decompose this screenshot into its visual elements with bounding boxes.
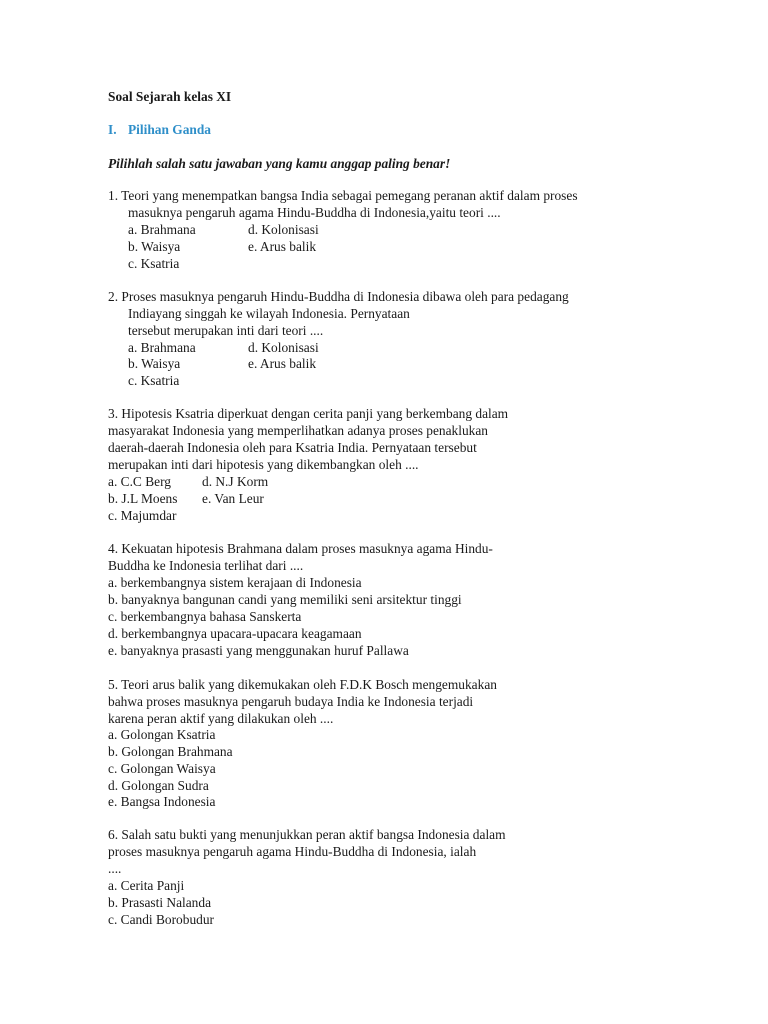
question-text: 1. Teori yang menempatkan bangsa India sebagai pemegang peranan aktif dalam proses <box>108 188 578 203</box>
option-e: e. Arus balik <box>248 239 317 254</box>
question-text: proses masuknya pengaruh agama Hindu-Buddha di Indonesia, ialah <box>108 844 477 859</box>
question-text: masuknya pengaruh agama Hindu-Buddha di Indonesia,yaitu teori .... <box>128 205 501 220</box>
option-a: a. Brahmana <box>128 340 196 355</box>
question-text: 3. Hipotesis Ksatria diperkuat dengan cerita panji yang berkembang dalam <box>108 406 509 421</box>
question-text: .... <box>108 861 122 876</box>
option-e: e. Bangsa Indonesia <box>108 794 216 809</box>
option-c: c. Golongan Waisya <box>108 761 216 776</box>
option-e: e. Van Leur <box>202 491 264 506</box>
question-text: daerah-daerah Indonesia oleh para Ksatria India. Pernyataan tersebut <box>108 440 477 455</box>
option-a: a. berkembangnya sistem kerajaan di Indonesia <box>108 575 362 590</box>
option-e: e. banyaknya prasasti yang menggunakan huruf Pallawa <box>108 643 409 658</box>
option-b: b. J.L Moens <box>108 491 178 506</box>
option-a: a. C.C Berg <box>108 474 171 489</box>
option-a: a. Cerita Panji <box>108 878 185 893</box>
question-text: bahwa proses masuknya pengaruh budaya India ke Indonesia terjadi <box>108 694 474 709</box>
question-text: masyarakat Indonesia yang memperlihatkan adanya proses penaklukan <box>108 423 489 438</box>
option-c: c. Candi Borobudur <box>108 912 214 927</box>
option-b: b. Waisya <box>128 356 181 371</box>
option-c: c. Ksatria <box>128 256 180 271</box>
option-e: e. Arus balik <box>248 356 317 371</box>
question-text: Indiayang singgah ke wilayah Indonesia. Pernyataan <box>128 306 410 321</box>
question-text: merupakan inti dari hipotesis yang dikembangkan oleh .... <box>108 457 419 472</box>
question-text: 4. Kekuatan hipotesis Brahmana dalam proses masuknya agama Hindu- <box>108 541 493 556</box>
option-a: a. Golongan Ksatria <box>108 727 216 742</box>
option-d: d. Kolonisasi <box>248 222 319 237</box>
option-b: b. Golongan Brahmana <box>108 744 233 759</box>
option-a: a. Brahmana <box>128 222 196 237</box>
option-c: c. Majumdar <box>108 508 177 523</box>
question-text: 2. Proses masuknya pengaruh Hindu-Buddha di Indonesia dibawa oleh para pedagang <box>108 289 569 304</box>
section-numeral: I. <box>108 122 117 137</box>
option-d: d. Golongan Sudra <box>108 778 209 793</box>
option-b: b. banyaknya bangunan candi yang memiliki seni arsitektur tinggi <box>108 592 462 607</box>
question-text: Buddha ke Indonesia terlihat dari .... <box>108 558 304 573</box>
question-text: 5. Teori arus balik yang dikemukakan oleh F.D.K Bosch mengemukakan <box>108 677 497 692</box>
option-d: d. Kolonisasi <box>248 340 319 355</box>
option-b: b. Prasasti Nalanda <box>108 895 212 910</box>
option-c: c. Ksatria <box>128 373 180 388</box>
section-heading: Pilihan Ganda <box>128 122 211 137</box>
option-d: d. berkembangnya upacara-upacara keagamaan <box>108 626 362 641</box>
instruction-text: Pilihlah salah satu jawaban yang kamu anggap paling benar! <box>108 156 451 171</box>
question-text: 6. Salah satu bukti yang menunjukkan peran aktif bangsa Indonesia dalam <box>108 827 506 842</box>
document-title: Soal Sejarah kelas XI <box>108 89 232 104</box>
option-b: b. Waisya <box>128 239 181 254</box>
option-d: d. N.J Korm <box>202 474 269 489</box>
question-text: tersebut merupakan inti dari teori .... <box>128 323 324 338</box>
question-text: karena peran aktif yang dilakukan oleh .... <box>108 711 334 726</box>
option-c: c. berkembangnya bahasa Sanskerta <box>108 609 302 624</box>
